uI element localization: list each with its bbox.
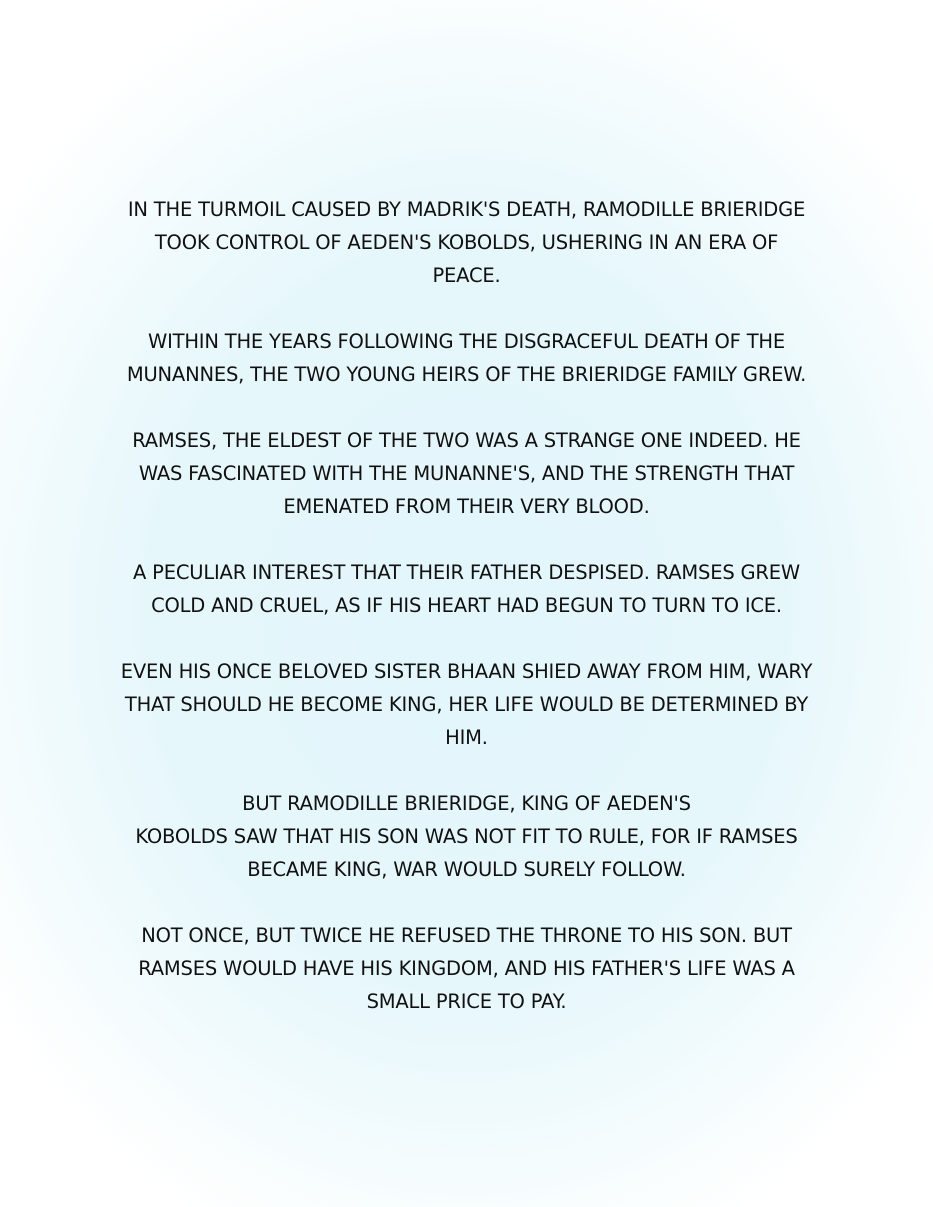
narration-paragraph-6: BUT RAMODILLE BRIERIDGE, KING OF AEDEN'S KOBOLDS SAW THAT HIS SON WAS NOT FIT TO RULE, FOR IF RAMSES BECAME KING, WAR WOULD SURELY FOLLOW. [135,792,798,881]
narration-paragraph-4: A PECULIAR INTEREST THAT THEIR FATHER DESPISED. RAMSES GREW COLD AND CRUEL, AS IF HIS HEART HAD BEGUN TO TURN TO ICE. [133,561,800,617]
narration-paragraph-5: EVEN HIS ONCE BELOVED SISTER BHAAN SHIED AWAY FROM HIM, WARY THAT SHOULD HE BECOME KING, HER LIFE WOULD BE DETERMINED BY HIM. [120,660,813,749]
narration-paragraph-1: IN THE TURMOIL CAUSED BY MADRIK'S DEATH, RAMODILLE BRIERIDGE TOOK CONTROL OF AEDEN'S KOBOLDS, USHERING IN AN ERA OF PEACE. [127,198,806,287]
narration-paragraph-3: RAMSES, THE ELDEST OF THE TWO WAS A STRANGE ONE INDEED. HE WAS FASCINATED WITH THE MUNANNE'S, AND THE STRENGTH THAT EMENATED FROM THEIR VERY BLOOD. [132,429,801,518]
narration-paragraph-7: NOT ONCE, BUT TWICE HE REFUSED THE THRONE TO HIS SON. BUT RAMSES WOULD HAVE HIS KINGDOM, AND HIS FATHER'S LIFE WAS A SMALL PRICE TO PAY. [138,924,795,1013]
narration-paragraph-2: WITHIN THE YEARS FOLLOWING THE DISGRACEFUL DEATH OF THE MUNANNES, THE TWO YOUNG HEIRS OF THE BRIERIDGE FAMILY GREW. [126,330,807,386]
narration-text [96,193,837,1051]
